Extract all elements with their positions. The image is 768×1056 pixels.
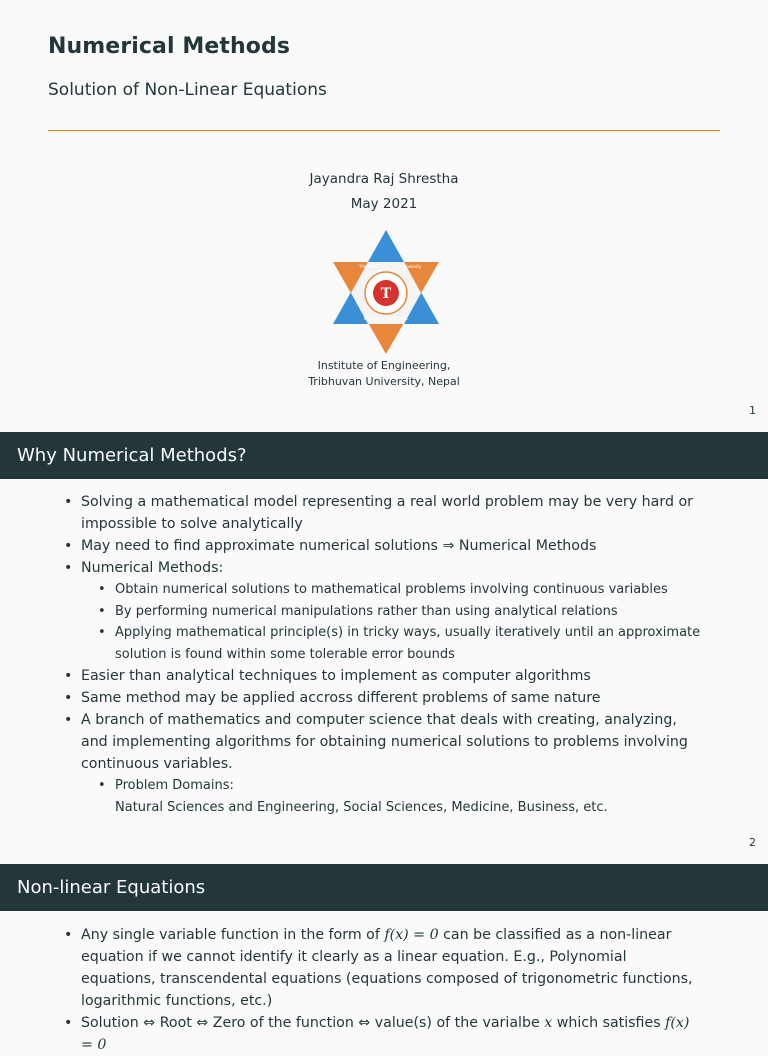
presentation-subtitle: Solution of Non-Linear Equations — [48, 80, 327, 100]
university-name: Tribhuvan University, Nepal — [308, 375, 460, 388]
bullet-text: A branch of mathematics and computer science that deals with creating, analyzing, and implementing algorithms for obtaining numerical solutions to problems involving continuous variables. — [81, 712, 688, 772]
page-number: 1 — [749, 404, 756, 417]
presentation-title: Numerical Methods — [48, 34, 291, 59]
svg-text:T: T — [380, 286, 392, 302]
slide-title-why-numerical-methods: Why Numerical Methods? — [0, 432, 768, 479]
svg-text:Tribhuvan: Tribhuvan — [359, 264, 379, 269]
title-divider — [48, 130, 720, 131]
bullet-item — [64, 557, 701, 665]
bullet-item — [64, 709, 701, 818]
page-number: 2 — [749, 836, 756, 849]
presentation-date: May 2021 — [350, 196, 418, 212]
bullet-item: • Easier than analytical techniques to implement as computer algorithms — [64, 665, 701, 687]
sub-bullet-item: • Applying mathematical principle(s) in tricky ways, usually iteratively until an approximate solution is found within some tolerable error bounds — [98, 622, 715, 665]
sub-bullet-item — [98, 775, 715, 818]
bullet-item: • Same method may be applied accross different problems of same nature — [64, 687, 701, 709]
author-name: Jayandra Raj Shrestha — [309, 171, 459, 187]
bullet-text: Numerical Methods: — [81, 560, 224, 576]
domains-text: Natural Sciences and Engineering, Social Sciences, Medicine, Business, etc. — [115, 799, 608, 815]
sub-bullet-item: • Obtain numerical solutions to mathematical problems involving continuous variables — [98, 579, 715, 601]
title-slide — [0, 0, 768, 432]
bullet-item: • Solving a mathematical model representing a real world problem may be very hard or impossible to solve analytically — [64, 491, 701, 535]
svg-text:KATHMANDU NEPAL: KATHMANDU NEPAL — [363, 317, 409, 322]
slide3-content — [0, 924, 768, 1056]
domains-label: Problem Domains: — [115, 778, 234, 793]
bullet-item: • May need to find approximate numerical solutions ⇒ Numerical Methods — [64, 535, 701, 557]
slide2-content — [0, 491, 768, 818]
bullet-item: • Any single variable function in the form of f(x) = 0 can be classified as a non-linear equation if we cannot identify it clearly as a linear equation. E.g., Polynomial equations, transcendental equations (equations composed of trigonometric functions, logarithmic functions, etc.) — [64, 924, 701, 1012]
math-variable: x — [544, 1015, 553, 1031]
bullet-item: • Solution ⇔ Root ⇔ Zero of the function ⇔ value(s) of the varialbe x which satisfies f(x) = 0 — [64, 1012, 701, 1056]
slide-title-non-linear-equations: Non-linear Equations — [0, 864, 768, 911]
math-expression: f(x) = 0 — [81, 1015, 690, 1053]
institute-name: Institute of Engineering, — [317, 359, 451, 372]
math-expression: f(x) = 0 — [384, 927, 439, 943]
sub-bullet-item: • By performing numerical manipulations rather than using analytical relations — [98, 601, 715, 623]
tribhuvan-university-logo-icon — [329, 228, 443, 356]
svg-text:University: University — [401, 264, 422, 269]
